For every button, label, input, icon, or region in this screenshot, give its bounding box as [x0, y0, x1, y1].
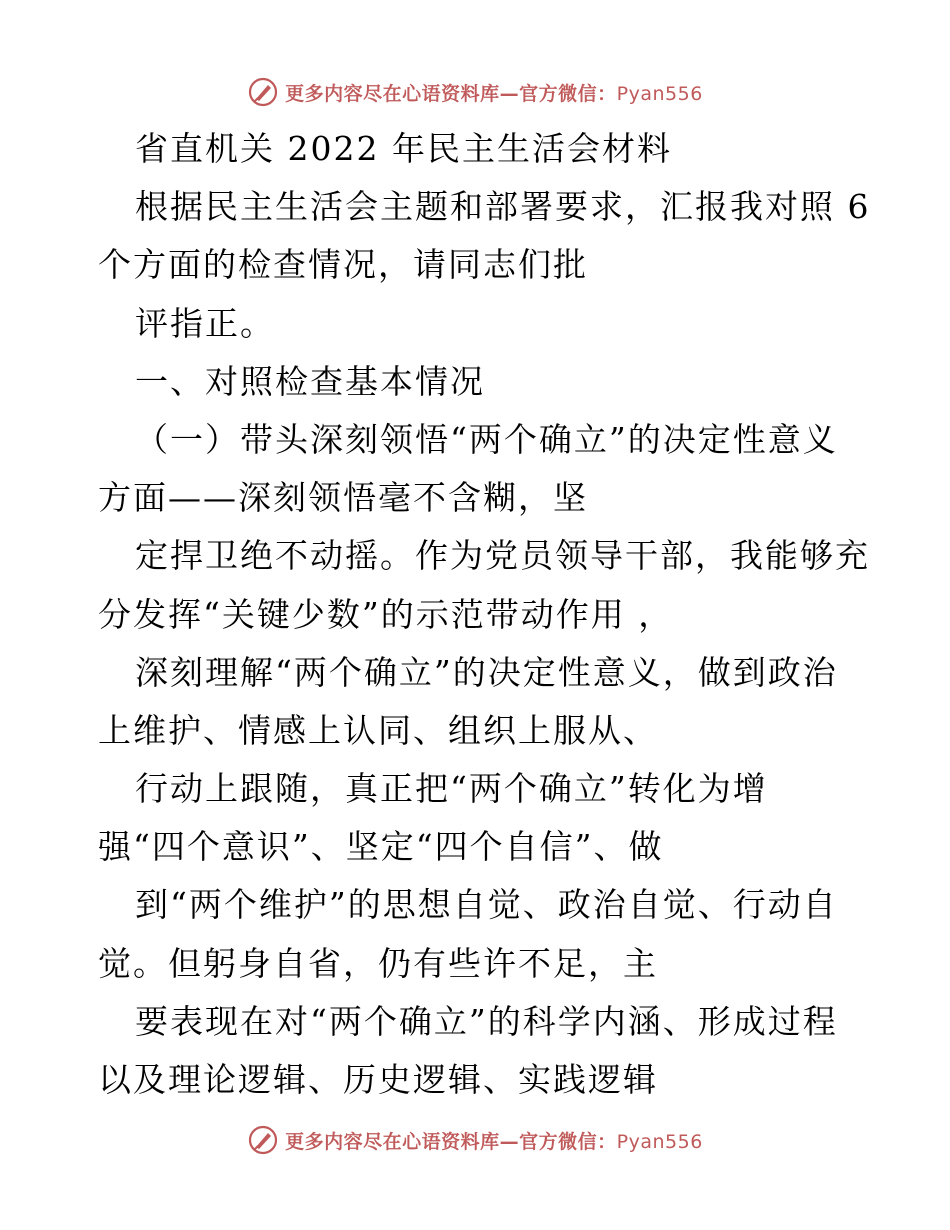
document-line: 个方面的检查情况，请同志们批	[98, 245, 588, 285]
banner-text: 更多内容尽在心语资料库—官方微信：Pyan556	[285, 1130, 703, 1153]
document-line: 定捍卫绝不动摇。作为党员领导干部，我能够充	[135, 536, 870, 576]
quill-pen-logo-icon	[247, 76, 279, 108]
wechat-id: Pyan556	[616, 1130, 703, 1153]
document-line: 一、对照检查基本情况	[135, 361, 485, 401]
document-line: 分发挥“关键少数”的示范带动作用 ，	[98, 594, 674, 634]
document-line: 到“两个维护”的思想自觉、政治自觉、行动自	[135, 885, 838, 925]
document-line: 评指正。	[135, 303, 275, 343]
banner-text: 更多内容尽在心语资料库—官方微信：Pyan556	[285, 82, 703, 105]
document-line: 省直机关 2022 年民主生活会材料	[135, 129, 672, 168]
document-line: 以及理论逻辑、历史逻辑、实践逻辑	[98, 1060, 658, 1099]
document-line: 根据民主生活会主题和部署要求，汇报我对照 6	[135, 187, 871, 227]
document-line: （一）带头深刻领悟“两个确立”的决定性意义	[135, 419, 838, 459]
document-line: 强“四个意识”、坚定“四个自信”、做	[98, 827, 664, 867]
document-line: 方面——深刻领悟毫不含糊，坚	[98, 478, 588, 518]
document-line: 要表现在对“两个确立”的科学内涵、形成过程	[135, 1001, 838, 1041]
document-line: 上维护、情感上认同、组织上服从、	[98, 710, 658, 750]
document-line: 深刻理解“两个确立”的决定性意义，做到政治	[135, 652, 838, 692]
document-line: 觉。但躬身自省，仍有些许不足，主	[98, 943, 658, 983]
wechat-id: Pyan556	[616, 82, 703, 105]
document-line: 行动上跟随，真正把“两个确立”转化为增	[135, 769, 768, 809]
quill-pen-logo-icon	[247, 1124, 279, 1156]
footer-watermark-banner	[0, 1120, 950, 1160]
document-body	[98, 120, 871, 1109]
header-watermark-banner	[0, 72, 950, 112]
